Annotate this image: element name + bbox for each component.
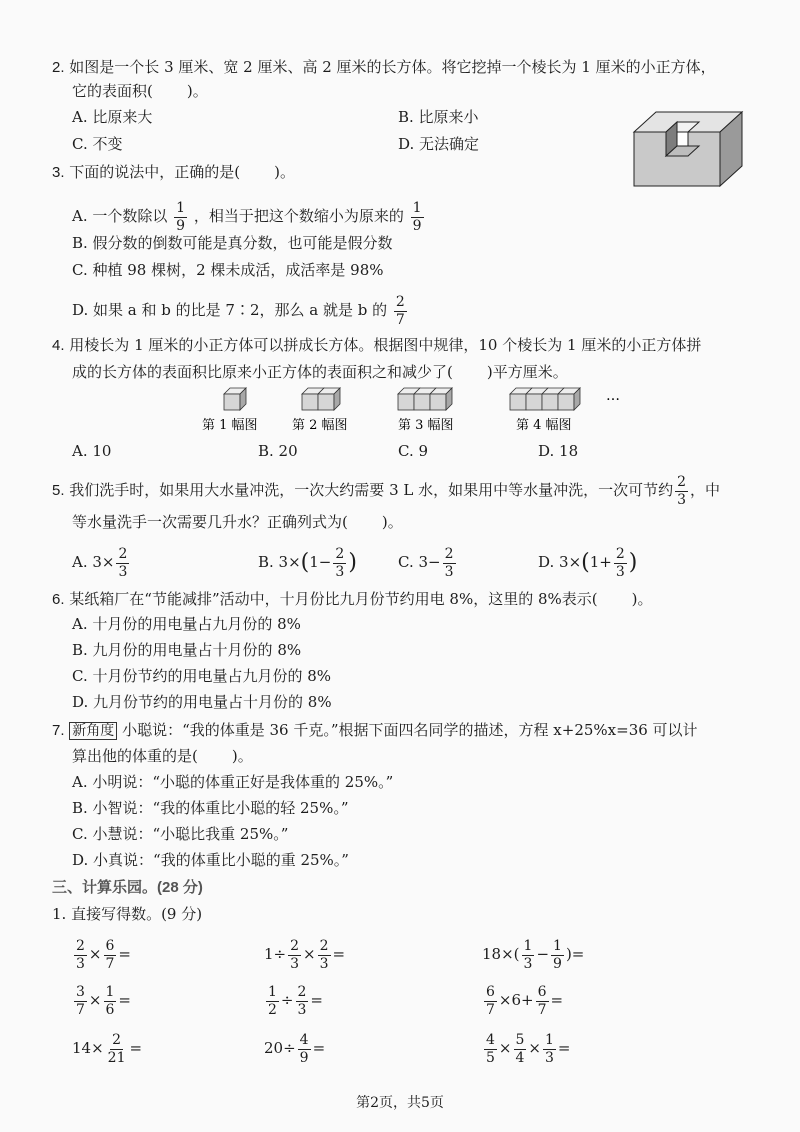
denominator: 3 [677,491,687,508]
q6-option-d[interactable]: D. 九月份节约的用电量占十月份的 8% [72,693,332,711]
numerator: 2 [319,937,329,954]
q5-option-d-text: D. 3× [538,553,582,571]
figure-label-2: 第 2 幅图 [292,418,348,433]
q2-stem-prefix: 它的表面积( [72,82,153,100]
q3-stem [52,161,295,184]
q2-stem-line2 [72,80,208,102]
denominator: 3 [319,955,329,972]
q7-option-a[interactable]: A. 小明说：“小聪的体重正好是我体重的 25%。” [72,773,394,791]
q6-stem-suffix: )。 [631,590,653,608]
numerator: 4 [299,1031,309,1048]
numerator: 1 [176,199,186,216]
q2-option-d[interactable]: D. 无法确定 [398,135,480,153]
operator: × [498,1039,512,1057]
q6-option-c[interactable]: C. 十月份节约的用电量占九月份的 8% [72,667,332,685]
numerator: 1 [412,199,422,216]
q5-option-d[interactable] [538,542,637,583]
q6-option-a[interactable]: A. 十月份的用电量占九月份的 8% [72,615,301,633]
operator: − [536,945,550,963]
calc-item-3[interactable] [482,934,584,974]
numerator: 2 [112,1031,122,1048]
denominator: 5 [486,1049,495,1066]
q7-stem-suffix: )。 [231,747,253,765]
fraction [484,984,497,1019]
q4-stem-prefix: 成的长方体的表面积比原来小正方体的表面积之和减少了( [72,363,453,381]
q7-option-b[interactable]: B. 小智说：“我的体重比小聪的轻 25%。” [72,799,349,817]
numerator: 2 [444,545,454,562]
q5-stem-text-end: ，中 [690,481,721,499]
denominator: 4 [515,1049,525,1066]
fraction [522,938,535,973]
fraction [484,1032,497,1067]
q4-stem-line2 [72,361,568,383]
q2-option-c[interactable]: C. 不变 [72,135,123,153]
q6-stem [52,588,652,611]
equals-sign: = [129,1039,143,1057]
cube-pattern-figure [200,386,630,436]
q2-number: 2. [52,59,65,76]
left-paren: ( [581,550,590,575]
q2-stem-text: 如图是一个长 3 厘米、宽 2 厘米、高 2 厘米的长方体。将它挖掉一个棱长为 1 厘米的小正方体， [69,58,716,76]
q5-stem-text: 我们洗手时，如果用大水量冲洗，一次大约需要 3 L 水，如果用中等水量冲洗，一次可节约 [69,481,674,499]
fraction [675,474,688,509]
denominator: 7 [537,1001,547,1018]
q5-option-b[interactable] [258,542,357,583]
cube-front-face [302,394,318,410]
fraction [296,984,309,1019]
cuboid-with-notch-figure [630,106,748,188]
denominator: 7 [76,1001,85,1018]
denominator: 7 [486,1001,495,1018]
q5-option-b-inner: 1− [309,553,332,571]
fraction [104,938,117,973]
fraction [288,938,301,973]
denominator: 6 [105,1001,115,1018]
numerator: 1 [553,937,562,954]
q6-option-b[interactable]: B. 九月份的用电量占十月份的 8% [72,641,302,659]
equals-sign: = [118,945,131,963]
denominator: 2 [268,1001,277,1018]
q5-option-a[interactable] [72,542,131,582]
q3-number: 3. [52,164,65,181]
calc-item-7[interactable] [72,1028,142,1068]
cube-front-face [558,394,574,410]
operator: × [528,1039,541,1057]
numerator: 1 [105,983,115,1000]
denominator: 3 [335,563,345,580]
section-3-subtitle: 1. 直接写得数。(9 分) [52,905,203,923]
q5-number: 5. [52,482,65,499]
numerator: 1 [523,937,533,954]
numerator: 2 [297,983,307,1000]
denominator: 3 [118,563,128,580]
denominator: 9 [412,217,422,234]
q5-option-c[interactable] [398,542,458,582]
numerator: 2 [615,545,625,562]
calc-item-6[interactable] [482,980,563,1020]
q5-option-c-text: C. 3− [398,553,441,571]
q5-stem-prefix: 等水量洗手一次需要几升水？正确列式为( [72,513,348,531]
fraction [543,1032,556,1067]
q5-option-b-text: B. 3× [258,553,301,571]
q4-stem-line1 [52,334,701,357]
q3-option-d[interactable] [72,290,409,330]
q3-option-c[interactable]: C. 种植 98 棵树，2 棵未成活，成活率是 98% [72,261,384,279]
fraction [266,984,279,1019]
page-footer: 第2页，共5页 [356,1095,444,1111]
numerator: 4 [486,1031,495,1048]
figure-label-3: 第 3 幅图 [398,418,454,433]
numerator: 6 [105,937,115,954]
q5-stem-suffix: )。 [381,513,403,531]
q5-option-d-inner: 1+ [589,553,612,571]
q7-stem-prefix: 算出他的体重的是( [72,747,198,765]
equals-sign: = [118,991,131,1009]
equals-sign: = [550,991,564,1009]
fraction [551,938,564,973]
equals-sign: )= [565,945,585,963]
calc-item-1[interactable] [72,934,131,974]
q4-option-d[interactable]: D. 18 [538,442,579,460]
denominator: 9 [176,217,186,234]
cube-front-face [510,394,526,410]
fraction [298,1032,311,1067]
q3-option-a[interactable] [72,196,426,236]
q4-number: 4. [52,337,65,354]
calc-item-8[interactable] [264,1028,325,1068]
q3-option-a-text2: ，相当于把这个数缩小为原来的 [193,207,404,225]
cube-front-face [318,394,334,410]
denominator: 9 [299,1049,309,1066]
q7-stem-text: 小聪说：“我的体重是 36 千克。”根据下面四名同学的描述，方程 x+25%x=36 可以计 [122,721,698,739]
right-paren: ) [348,550,357,575]
q2-stem-line1 [52,56,716,79]
fraction [394,294,407,329]
fraction [514,1032,527,1067]
calc-item-5[interactable] [264,980,323,1020]
right-paren: ) [628,550,638,575]
operator: × [88,991,102,1009]
numerator: 2 [335,545,345,562]
q3-stem-prefix: 下面的说法中，正确的是( [69,163,241,181]
q4-stem-text: 用棱长为 1 厘米的小正方体可以拼成长方体。根据图中规律，10 个棱长为 1 厘米的小正方体拼 [69,336,702,354]
fraction [614,546,627,581]
q6-number: 6. [52,591,65,608]
q4-stem-suffix: )平方厘米。 [486,363,568,381]
denominator: 3 [76,955,85,972]
operator: ÷ [280,991,294,1009]
q7-stem-line2 [72,745,253,767]
denominator: 3 [290,955,300,972]
cube-front-face [414,394,430,410]
q2-stem-suffix: )。 [186,82,208,100]
cube-front-face [430,394,446,410]
operand: 14× [72,1039,104,1057]
q4-option-c[interactable]: C. 9 [398,442,429,460]
numerator: 6 [537,983,547,1000]
q4-option-b[interactable]: B. 20 [258,442,298,460]
denominator: 9 [553,955,562,972]
denominator: 3 [545,1049,554,1066]
operator: ×6+ [498,991,534,1009]
operand: 18×( [482,945,520,963]
numerator: 3 [76,983,85,1000]
q2-option-b[interactable]: B. 比原来小 [398,108,479,126]
fraction [318,938,331,973]
fraction [411,200,424,235]
section-3-title: 三、计算乐园。(28 分) [52,879,203,896]
q5-stem-line2 [72,511,403,533]
q5-option-a-text: A. 3× [72,553,115,571]
denominator: 7 [395,311,405,328]
numerator: 2 [76,937,85,954]
operand: 20÷ [264,1039,296,1057]
denominator: 3 [523,955,533,972]
numerator: 1 [268,983,277,1000]
calc-item-9[interactable] [482,1028,571,1068]
q3-stem-suffix: )。 [274,163,296,181]
denominator: 3 [615,563,625,580]
cube-front-face [398,394,414,410]
denominator: 3 [297,1001,307,1018]
denominator: 21 [107,1049,126,1066]
fraction [174,200,187,235]
fraction [104,984,117,1019]
calc-item-4[interactable] [72,980,131,1020]
numerator: 5 [515,1031,525,1048]
equals-sign: = [332,945,346,963]
numerator: 2 [395,293,405,310]
numerator: 1 [545,1031,554,1048]
q5-stem-line1 [52,470,720,511]
fraction [74,984,87,1019]
figure-ellipsis: … [606,388,620,404]
figure-label-1: 第 1 幅图 [202,418,258,433]
fraction [536,984,549,1019]
q7-option-d[interactable]: D. 小真说：“我的体重比小聪的重 25%。” [72,851,349,869]
denominator: 7 [105,955,115,972]
q4-option-a[interactable]: A. 10 [72,442,112,460]
q3-option-b[interactable]: B. 假分数的倒数可能是真分数，也可能是假分数 [72,234,393,252]
numerator: 6 [486,983,495,1000]
left-paren: ( [300,550,310,575]
cube-front-face [224,394,240,410]
fraction [116,546,129,581]
equals-sign: = [557,1039,571,1057]
q7-number: 7. [52,722,65,739]
operator: × [88,945,102,963]
calc-item-2[interactable] [264,934,345,974]
numerator: 2 [118,545,128,562]
q3-option-d-text: D. 如果 a 和 b 的比是 7∶2，那么 a 就是 b 的 [72,301,388,319]
fraction [106,1032,128,1067]
equals-sign: = [310,991,323,1009]
cube-front-face [542,394,558,410]
denominator: 3 [444,563,454,580]
q7-stem-line1 [52,719,698,742]
q2-option-a[interactable]: A. 比原来大 [72,108,153,126]
operator: × [303,945,316,963]
q6-stem-prefix: 某纸箱厂在“节能减排”活动中，十月份比九月份节约用电 8%，这里的 8%表示( [69,590,598,608]
numerator: 2 [290,937,300,954]
numerator: 2 [677,473,687,490]
fraction [74,938,87,973]
new-angle-tag: 新角度 [69,722,117,740]
q7-option-c[interactable]: C. 小慧说：“小聪比我重 25%。” [72,825,289,843]
operand: 1÷ [264,945,287,963]
q3-option-a-text1: A. 一个数除以 [72,207,168,225]
figure-label-4: 第 4 幅图 [516,418,572,433]
cube-front-face [526,394,542,410]
fraction [333,546,346,581]
fraction [443,546,456,581]
equals-sign: = [312,1039,326,1057]
